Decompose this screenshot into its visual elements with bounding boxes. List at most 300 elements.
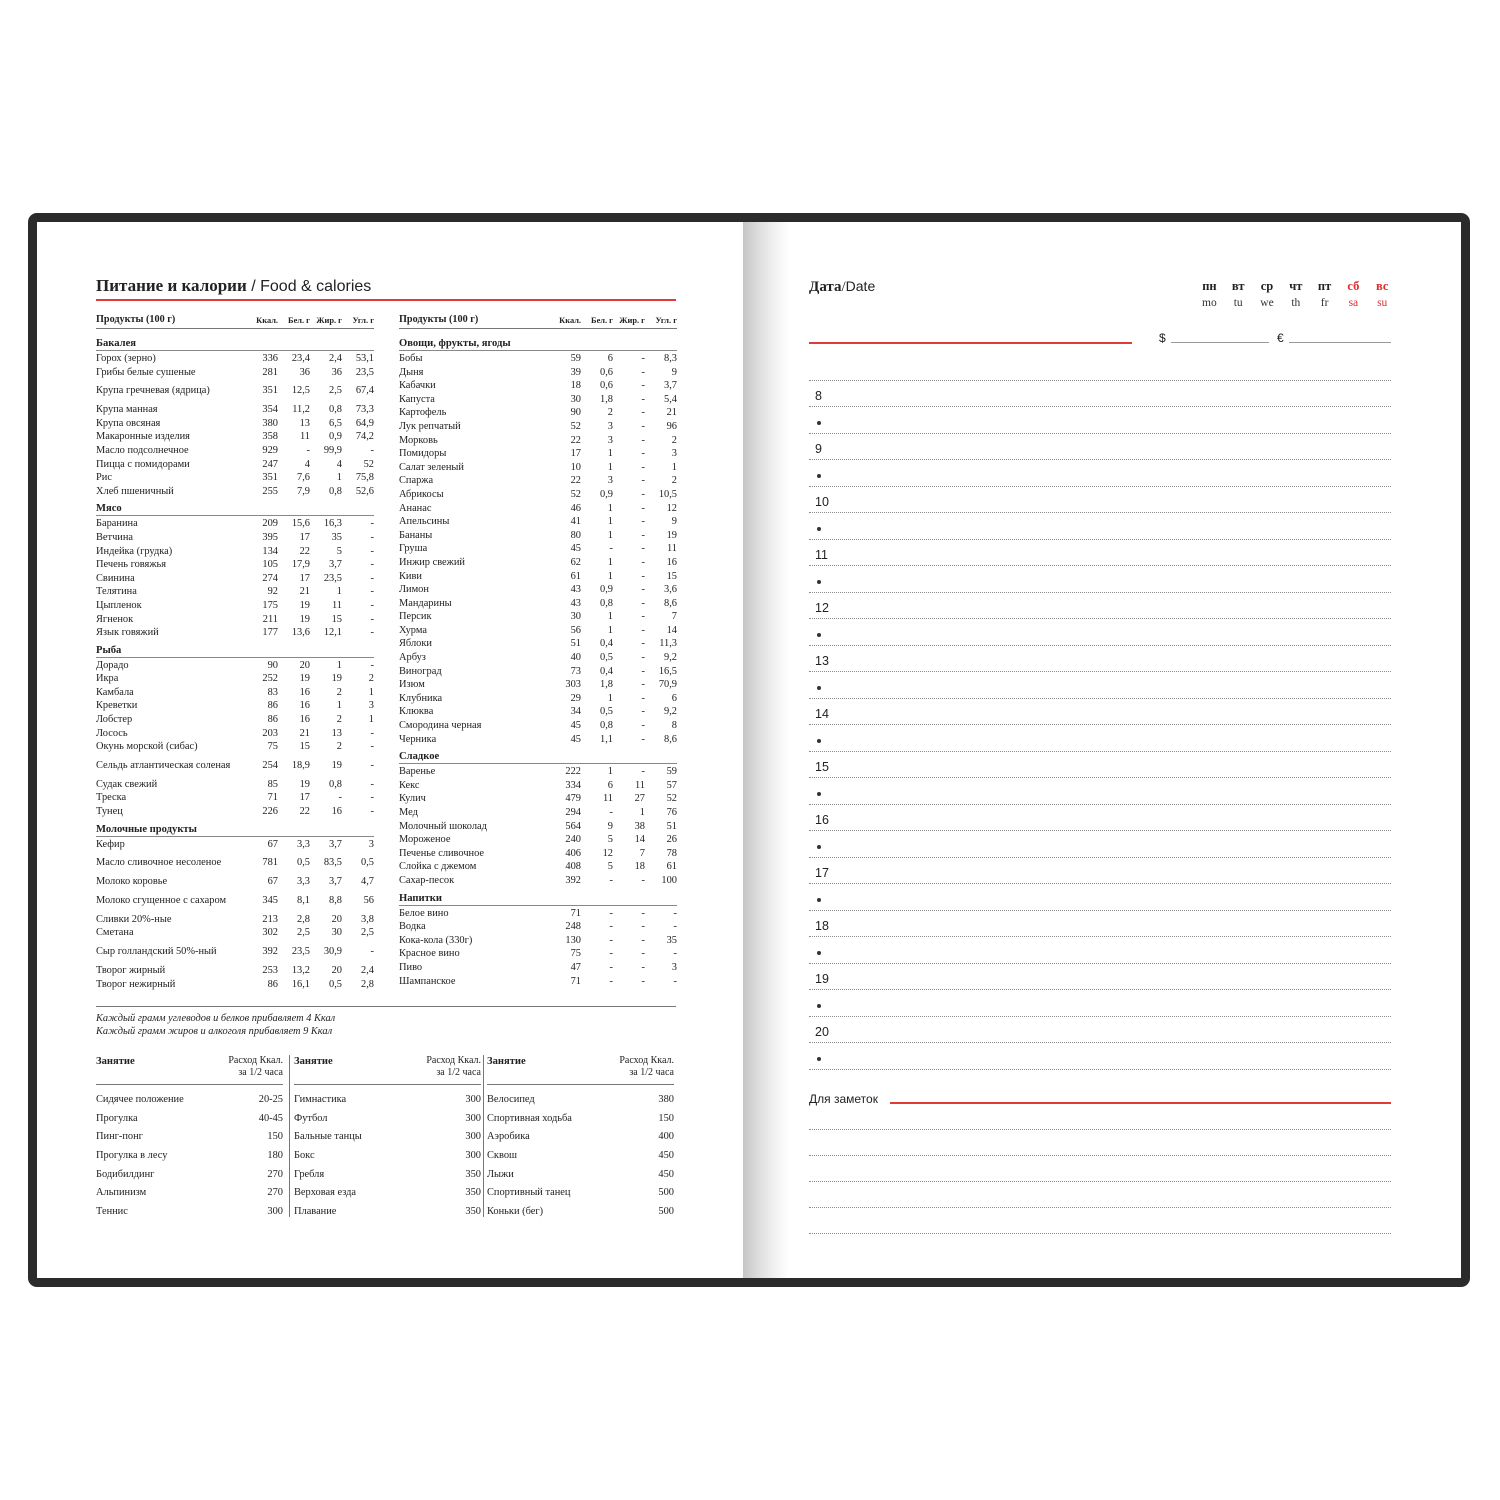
half-hour-row[interactable]	[809, 672, 1391, 699]
food-value: 1,8	[600, 393, 613, 405]
food-value: -	[370, 945, 374, 957]
food-name: Мороженое	[399, 834, 451, 846]
bullet-icon	[817, 845, 821, 849]
euro-rate-line[interactable]	[1289, 342, 1391, 343]
half-hour-row[interactable]	[809, 1043, 1391, 1070]
hour-row-8[interactable]	[809, 381, 1391, 408]
food-value: 56	[363, 894, 374, 906]
activity-kcal: 300	[465, 1150, 481, 1162]
food-value: -	[641, 720, 645, 732]
food-name: Окунь морской (сибас)	[96, 741, 198, 753]
food-value: 16	[331, 806, 342, 818]
food-value: 27	[634, 793, 645, 805]
half-hour-row[interactable]	[809, 884, 1391, 911]
food-row	[399, 420, 677, 434]
day-label-ru: сб	[1347, 279, 1360, 293]
food-name: Мандарины	[399, 597, 452, 609]
half-hour-row[interactable]	[809, 831, 1391, 858]
food-value: 2,5	[361, 927, 374, 939]
food-value: 3,7	[329, 559, 342, 571]
food-value: -	[370, 806, 374, 818]
notes-area[interactable]	[809, 1104, 1391, 1234]
food-value: -	[673, 907, 677, 919]
food-row	[399, 765, 677, 779]
food-value: -	[370, 741, 374, 753]
food-name: Белое вино	[399, 907, 449, 919]
hour-row-10[interactable]	[809, 487, 1391, 514]
food-value: 15	[299, 741, 310, 753]
notes-line[interactable]	[809, 1208, 1391, 1234]
calorie-notes	[96, 1013, 335, 1038]
food-value: -	[370, 559, 374, 571]
hour-row-11[interactable]	[809, 540, 1391, 567]
food-value: 7,6	[297, 472, 310, 484]
activity-row	[487, 1128, 674, 1147]
food-value: -	[641, 353, 645, 364]
food-value: 6	[607, 353, 613, 364]
food-value: 0,9	[329, 431, 342, 443]
food-row	[399, 637, 677, 651]
day-th[interactable]	[1281, 279, 1310, 310]
food-value: 11,3	[659, 638, 677, 650]
food-category: Сладкое	[399, 750, 677, 764]
food-name: Молочный шоколад	[399, 820, 487, 832]
food-value: 43	[570, 597, 581, 609]
food-name: Пицца с помидорами	[96, 458, 190, 470]
food-value: 71	[570, 907, 581, 919]
food-value: -	[641, 475, 645, 487]
food-value: 45	[570, 720, 581, 732]
hour-label: 14	[815, 707, 829, 721]
food-row	[96, 851, 374, 875]
food-value: 86	[267, 700, 278, 712]
activity-kcal: 500	[658, 1187, 674, 1199]
half-hour-row[interactable]	[809, 778, 1391, 805]
food-value: 1	[607, 461, 613, 473]
food-value: 11,2	[292, 404, 310, 416]
food-row	[96, 531, 374, 545]
food-name: Хлеб пшеничный	[96, 485, 174, 497]
half-hour-row[interactable]	[809, 566, 1391, 593]
food-row	[96, 366, 374, 380]
food-value: 345	[262, 894, 278, 906]
hourly-schedule	[809, 354, 1391, 1070]
hour-row-15[interactable]	[809, 752, 1391, 779]
food-value: 203	[262, 727, 278, 739]
day-sa[interactable]	[1339, 279, 1368, 310]
food-value: 62	[570, 556, 581, 568]
food-value: 16	[299, 686, 310, 698]
food-value: 4,7	[361, 876, 374, 888]
food-value: 10,5	[658, 488, 677, 500]
food-name: Шампанское	[399, 975, 456, 987]
food-row	[96, 672, 374, 686]
column-header-product: Продукты (100 г)	[96, 314, 176, 325]
food-value: 2	[607, 407, 613, 419]
food-value: -	[641, 921, 645, 933]
day-label-en: th	[1291, 297, 1301, 309]
food-value: 14	[634, 834, 645, 846]
food-value: -	[641, 543, 645, 555]
notes-line[interactable]	[809, 1156, 1391, 1182]
food-name: Кока-кола (330г)	[399, 934, 473, 946]
activity-header-rate	[228, 1055, 283, 1084]
day-label-en: sa	[1348, 297, 1359, 309]
hour-row-18[interactable]	[809, 911, 1391, 938]
food-row	[96, 599, 374, 613]
food-name: Мед	[399, 807, 418, 818]
page-title: Питание и калории / Food & calories	[96, 276, 372, 295]
food-value: -	[370, 518, 374, 530]
food-value: 9	[607, 820, 613, 832]
hour-row-9[interactable]	[809, 434, 1391, 461]
activity-name: Лыжи	[487, 1168, 514, 1180]
activity-name: Теннис	[96, 1206, 128, 1218]
activity-row	[487, 1166, 674, 1185]
food-value: 1	[336, 586, 342, 598]
bullet-icon	[817, 898, 821, 902]
food-row	[96, 545, 374, 559]
notes-line[interactable]	[809, 1182, 1391, 1208]
food-value: 40	[570, 652, 581, 664]
food-row	[399, 733, 677, 747]
day-label-ru: вт	[1231, 279, 1245, 293]
food-value: 75	[570, 948, 581, 960]
day-label-en: fr	[1320, 297, 1329, 309]
food-value: 80	[570, 529, 581, 541]
food-value: 75,8	[355, 472, 374, 484]
notes-line[interactable]	[809, 1104, 1391, 1130]
food-value: 11	[331, 599, 342, 611]
day-label-ru: чт	[1289, 279, 1303, 293]
food-value: 1	[639, 807, 645, 818]
food-row	[96, 458, 374, 472]
bullet-icon	[817, 739, 821, 743]
food-row	[399, 665, 677, 679]
food-value: 351	[262, 384, 278, 396]
food-value: 45	[570, 543, 581, 555]
rate-line-2: за 1/2 часа	[629, 1067, 674, 1078]
half-hour-row[interactable]	[809, 990, 1391, 1017]
activity-row	[487, 1091, 674, 1110]
food-value: 0,8	[329, 485, 342, 497]
food-value: 10	[570, 461, 581, 473]
food-value: 209	[262, 518, 278, 530]
food-name: Смородина черная	[399, 720, 482, 732]
activity-kcal: 20-25	[258, 1094, 283, 1105]
food-value: 0,5	[600, 706, 613, 718]
food-value: 1	[336, 659, 342, 671]
bullet-icon	[817, 1004, 821, 1008]
activity-kcal: 150	[658, 1112, 674, 1124]
activity-kcal: 300	[465, 1131, 481, 1143]
day-we[interactable]	[1253, 279, 1282, 310]
food-name: Треска	[96, 792, 127, 804]
food-row	[399, 461, 677, 475]
food-row	[399, 502, 677, 516]
hour-label: 17	[815, 866, 829, 880]
food-value: 16	[299, 700, 310, 712]
food-name: Масло сливочное несоленое	[96, 857, 222, 868]
food-value: -	[641, 448, 645, 460]
food-value: 16,1	[291, 978, 310, 990]
hour-label: 9	[815, 442, 822, 456]
food-name: Клубника	[399, 692, 443, 704]
day-su[interactable]	[1368, 279, 1397, 310]
food-value: 351	[262, 472, 278, 484]
food-row	[399, 705, 677, 719]
food-value: 3	[607, 434, 613, 446]
food-value: 302	[262, 927, 278, 939]
food-name: Лимон	[399, 584, 429, 596]
half-hour-row[interactable]	[809, 619, 1391, 646]
food-row	[96, 754, 374, 778]
food-value: 17	[299, 572, 310, 584]
food-name: Кабачки	[399, 380, 436, 392]
food-row	[399, 779, 677, 793]
schedule-line[interactable]	[809, 354, 1391, 381]
food-value: 17	[570, 448, 581, 460]
activity-header-label: Занятие	[294, 1056, 333, 1067]
food-value: 86	[267, 978, 278, 990]
half-hour-row[interactable]	[809, 407, 1391, 434]
column-header-kcal: Ккал.	[256, 316, 278, 325]
food-row	[96, 805, 374, 819]
bullet-icon	[817, 474, 821, 478]
notes-line[interactable]	[809, 1130, 1391, 1156]
food-value: 1	[368, 714, 374, 726]
food-value: 30	[570, 393, 581, 405]
food-value: 13,6	[291, 627, 310, 639]
day-label-en: mo	[1202, 297, 1217, 309]
food-value: 274	[262, 572, 278, 584]
hour-row-19[interactable]	[809, 964, 1391, 991]
food-value: 20	[331, 965, 342, 976]
food-value: 13,2	[291, 965, 310, 976]
food-row	[96, 471, 374, 485]
food-value: 15,6	[291, 518, 310, 530]
half-hour-row[interactable]	[809, 937, 1391, 964]
food-name: Сметана	[96, 927, 134, 939]
activity-name: Бокс	[294, 1150, 315, 1162]
food-name: Молоко коровье	[96, 876, 168, 888]
food-row	[96, 713, 374, 727]
food-value: -	[641, 733, 645, 745]
food-value: 13	[331, 727, 342, 739]
food-value: 36	[331, 366, 342, 378]
food-value: 1	[607, 692, 613, 704]
food-name: Слойка с джемом	[399, 861, 477, 873]
table-bottom-rule	[96, 1006, 676, 1007]
food-value: -	[370, 659, 374, 671]
food-value: 51	[570, 638, 581, 650]
activity-name: Гимнастика	[294, 1094, 347, 1105]
activity-row	[294, 1166, 481, 1185]
food-row	[96, 838, 374, 852]
food-value: 61	[570, 570, 581, 582]
food-value: 78	[666, 847, 677, 859]
food-name: Салат зеленый	[399, 461, 464, 473]
hour-row-17[interactable]	[809, 858, 1391, 885]
day-tu[interactable]	[1224, 279, 1253, 310]
half-hour-row[interactable]	[809, 725, 1391, 752]
food-value: 9,2	[664, 706, 677, 718]
food-value: 19	[299, 599, 310, 611]
activity-name: Сквош	[487, 1150, 518, 1162]
food-value: 21	[299, 586, 310, 598]
hour-row-16[interactable]	[809, 805, 1391, 832]
food-name: Лосось	[96, 727, 128, 739]
food-row	[399, 651, 677, 665]
activity-kcal: 180	[267, 1150, 283, 1162]
food-name: Бананы	[399, 529, 433, 541]
food-value: -	[370, 613, 374, 625]
food-value: 1	[607, 766, 613, 778]
food-value: 9	[671, 516, 677, 528]
food-value: 99,9	[323, 444, 342, 456]
food-name: Груша	[399, 543, 428, 555]
food-value: 3,8	[361, 913, 374, 925]
hour-row-20[interactable]	[809, 1017, 1391, 1044]
activity-header-label: Занятие	[487, 1056, 526, 1067]
food-value: 1	[607, 611, 613, 623]
day-mo[interactable]	[1195, 279, 1224, 310]
day-label-en: tu	[1233, 297, 1243, 309]
food-value: 4	[304, 458, 310, 470]
food-value: 3,6	[664, 584, 677, 596]
food-value: -	[673, 921, 677, 933]
activity-row	[294, 1203, 481, 1222]
food-value: 46	[570, 502, 581, 514]
food-value: 36	[299, 366, 310, 378]
food-row	[399, 874, 677, 888]
food-value: 213	[262, 913, 278, 925]
hour-row-13[interactable]	[809, 646, 1391, 673]
food-row	[96, 699, 374, 713]
food-value: 19	[331, 759, 342, 771]
activity-row	[96, 1203, 283, 1222]
food-name: Клюква	[399, 706, 434, 718]
day-label-en: we	[1260, 297, 1274, 309]
bullet-icon	[817, 580, 821, 584]
food-value: -	[641, 570, 645, 582]
food-value: 1	[607, 624, 613, 636]
food-value: 2	[336, 714, 342, 726]
food-value: 19	[666, 529, 677, 541]
activity-kcal: 270	[267, 1187, 283, 1199]
food-value: -	[641, 407, 645, 419]
food-value: -	[641, 529, 645, 541]
food-row	[96, 889, 374, 913]
food-value: 90	[267, 659, 278, 671]
date-write-line[interactable]	[809, 342, 1132, 344]
food-value: -	[641, 692, 645, 704]
activity-kcal: 350	[465, 1168, 481, 1180]
day-fr[interactable]	[1310, 279, 1339, 310]
food-name: Язык говяжий	[96, 627, 159, 639]
food-name: Камбала	[96, 686, 134, 698]
rate-line-2: за 1/2 часа	[238, 1067, 283, 1078]
food-value: 248	[565, 921, 581, 933]
bullet-icon	[817, 686, 821, 690]
food-value: -	[338, 792, 342, 804]
food-value: 2,8	[297, 913, 310, 925]
food-value: 8,6	[664, 597, 677, 609]
food-row	[399, 947, 677, 961]
food-value: -	[609, 961, 613, 973]
food-name: Арбуз	[399, 652, 426, 664]
food-name: Абрикосы	[399, 488, 444, 500]
activity-row	[487, 1110, 674, 1129]
dollar-rate-line[interactable]	[1171, 342, 1269, 343]
food-value: 11	[666, 543, 677, 555]
activity-header	[487, 1055, 674, 1085]
food-value: 177	[262, 627, 278, 639]
food-value: 76	[666, 807, 677, 818]
food-value: 781	[262, 856, 278, 868]
hour-label: 11	[815, 548, 828, 562]
food-name: Горох (зерно)	[96, 353, 156, 364]
food-row	[96, 485, 374, 499]
half-hour-row[interactable]	[809, 513, 1391, 540]
food-value: 6,5	[329, 417, 342, 429]
page-gutter-shadow	[743, 222, 789, 1278]
food-value: 22	[570, 434, 581, 446]
food-value: 1	[336, 700, 342, 712]
hour-row-12[interactable]	[809, 593, 1391, 620]
food-row	[96, 964, 374, 978]
food-value: -	[370, 792, 374, 804]
food-value: 3,7	[664, 380, 677, 392]
activity-header-rate	[619, 1055, 674, 1084]
food-name: Креветки	[96, 700, 138, 712]
activity-header-rate	[426, 1055, 481, 1084]
food-name: Помидоры	[399, 448, 447, 460]
food-row	[399, 792, 677, 806]
food-value: -	[641, 948, 645, 960]
food-value: 0,8	[329, 778, 342, 790]
food-value: 392	[262, 945, 278, 957]
activity-header	[96, 1055, 283, 1085]
activity-name: Спортивный танец	[487, 1187, 571, 1199]
food-name: Ветчина	[96, 531, 134, 543]
food-value: 52,6	[355, 485, 374, 497]
note-carbs-protein: Каждый грамм углеводов и белков прибавляет 4 Ккал	[96, 1013, 336, 1024]
half-hour-row[interactable]	[809, 460, 1391, 487]
activity-divider	[483, 1055, 484, 1217]
food-value: 5	[607, 861, 613, 873]
food-name: Лобстер	[96, 714, 133, 726]
food-value: -	[641, 556, 645, 568]
food-value: 18	[634, 861, 645, 873]
food-value: 0,9	[600, 488, 613, 500]
activity-name: Прогулка	[96, 1112, 138, 1124]
bullet-icon	[817, 1057, 821, 1061]
food-value: 23,5	[291, 945, 310, 957]
food-value: -	[641, 624, 645, 636]
food-row	[399, 833, 677, 847]
food-value: -	[641, 516, 645, 528]
food-value: 75	[267, 741, 278, 753]
food-value: 0,8	[600, 597, 613, 609]
food-name: Свинина	[96, 572, 135, 584]
food-value: 3	[607, 475, 613, 487]
food-value: -	[609, 948, 613, 960]
food-row	[399, 474, 677, 488]
hour-row-14[interactable]	[809, 699, 1391, 726]
hour-label: 13	[815, 654, 829, 668]
food-row	[96, 778, 374, 792]
